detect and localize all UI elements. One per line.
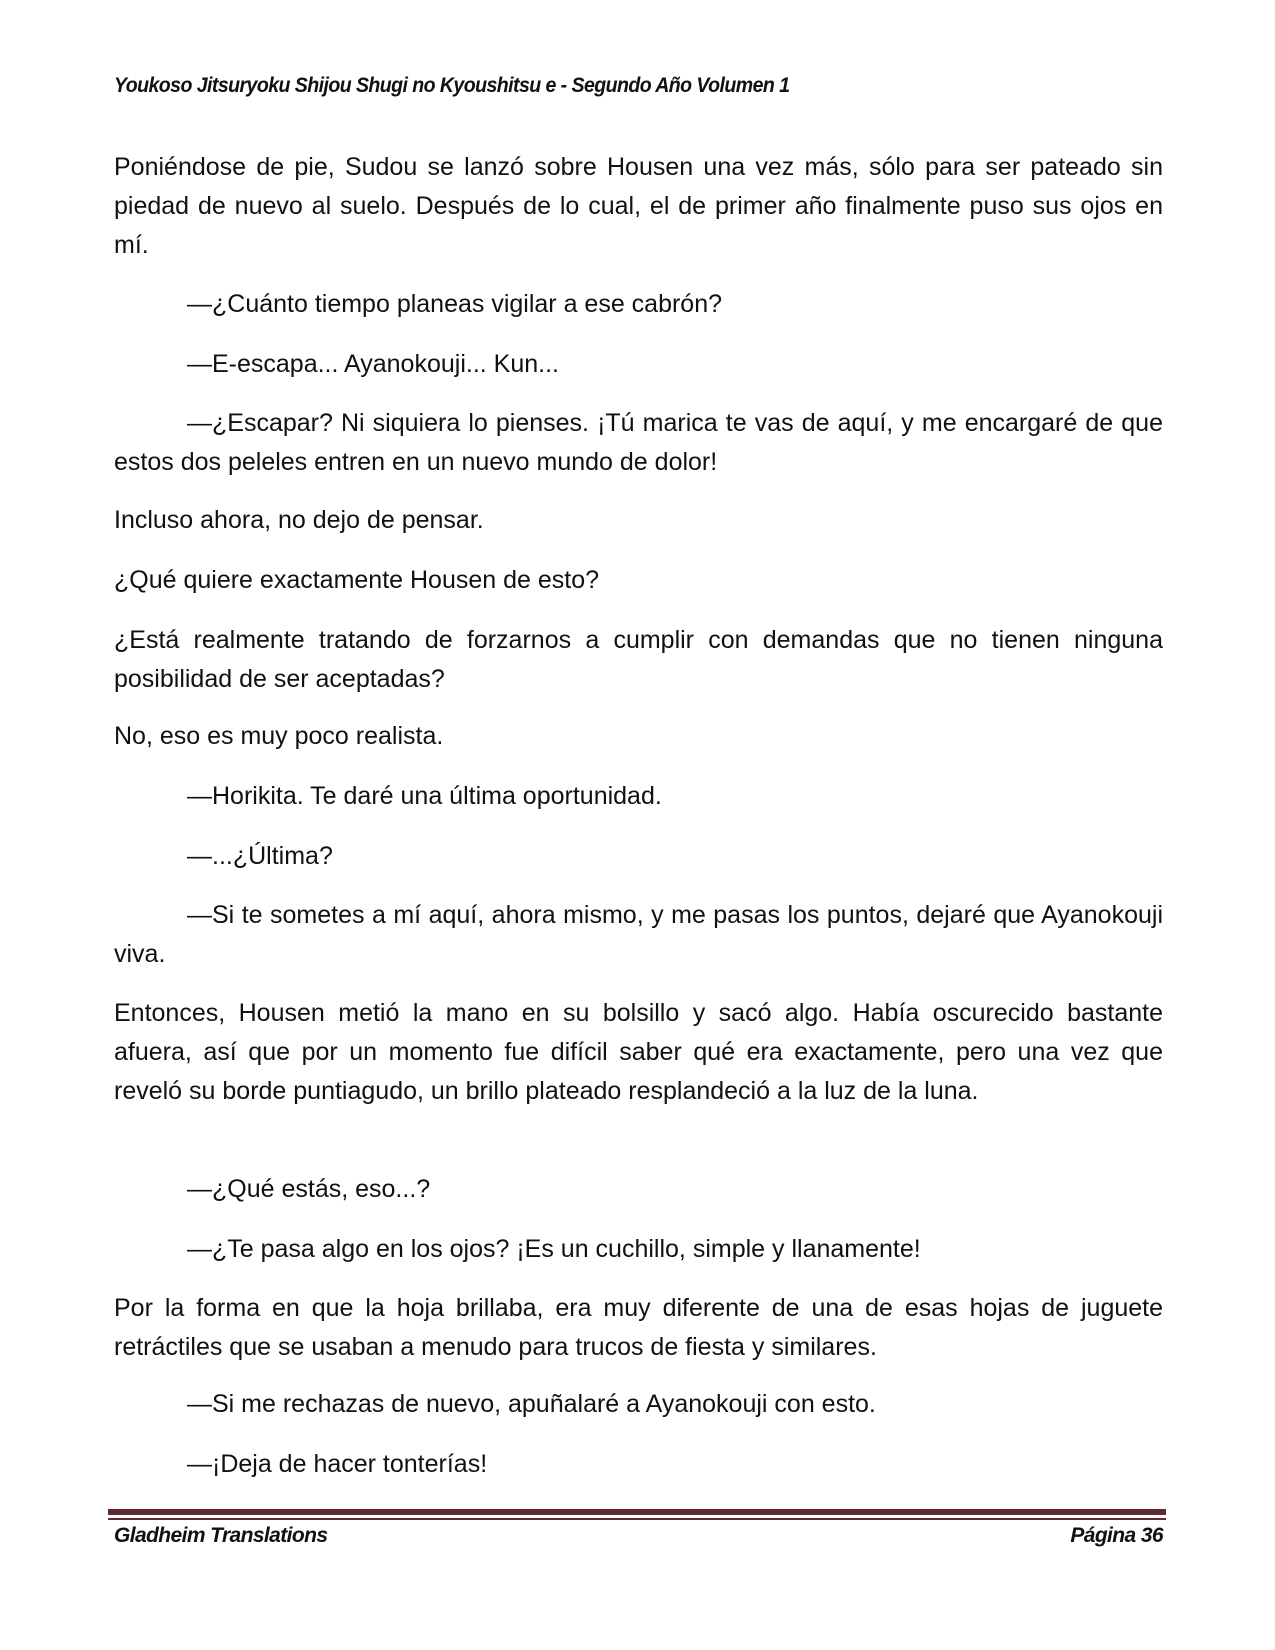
dialogue-paragraph: —E-escapa... Ayanokouji... Kun...: [187, 350, 559, 378]
paragraph: ¿Está realmente tratando de forzarnos a cumplir con demandas que no tienen ninguna posibilidad de ser aceptadas?: [114, 626, 1163, 693]
dialogue-paragraph: —¡Deja de hacer tonterías!: [187, 1450, 488, 1478]
paragraph: ¿Qué quiere exactamente Housen de esto?: [114, 566, 600, 594]
dialogue-paragraph: —...¿Última?: [187, 842, 333, 870]
paragraph: Por la forma en que la hoja brillaba, era muy diferente de una de esas hojas de juguete retráctiles que se usaban a menudo para trucos de fiesta y similares.: [114, 1294, 1163, 1361]
footer-rule-thick: [108, 1509, 1166, 1515]
dialogue-paragraph: —Horikita. Te daré una última oportunidad.: [187, 782, 662, 810]
page-header-title: Youkoso Jitsuryoku Shijou Shugi no Kyoushitsu e - Segundo Año Volumen 1: [114, 74, 790, 97]
paragraph: Entonces, Housen metió la mano en su bolsillo y sacó algo. Había oscurecido bastante afuera, así que por un momento fue difícil saber qué era exactamente, pero una vez que reveló su borde puntiagudo, un brillo plateado resplandeció a la luz de la luna.: [114, 999, 1163, 1105]
dialogue-paragraph: —Si me rechazas de nuevo, apuñalaré a Ayanokouji con esto.: [187, 1390, 876, 1418]
footer-translator: Gladheim Translations: [114, 1524, 328, 1547]
paragraph: No, eso es muy poco realista.: [114, 722, 444, 750]
dialogue-paragraph: —¿Cuánto tiempo planeas vigilar a ese cabrón?: [187, 290, 723, 318]
footer-page-number: Página 36: [1070, 1524, 1163, 1547]
dialogue-paragraph: —¿Escapar? Ni siquiera lo pienses. ¡Tú marica te vas de aquí, y me encargaré de que estos dos peleles entren en un nuevo mundo de dolor!: [114, 409, 1163, 476]
footer-rule-thin: [108, 1518, 1166, 1520]
dialogue-paragraph: —¿Qué estás, eso...?: [187, 1175, 431, 1203]
paragraph: Incluso ahora, no dejo de pensar.: [114, 506, 484, 534]
paragraph: Poniéndose de pie, Sudou se lanzó sobre Housen una vez más, sólo para ser pateado sin piedad de nuevo al suelo. Después de lo cual, el de primer año finalmente puso sus ojos en mí.: [114, 153, 1163, 259]
dialogue-paragraph: —Si te sometes a mí aquí, ahora mismo, y me pasas los puntos, dejaré que Ayanokouji viva.: [114, 901, 1163, 968]
dialogue-paragraph: —¿Te pasa algo en los ojos? ¡Es un cuchillo, simple y llanamente!: [187, 1235, 921, 1263]
